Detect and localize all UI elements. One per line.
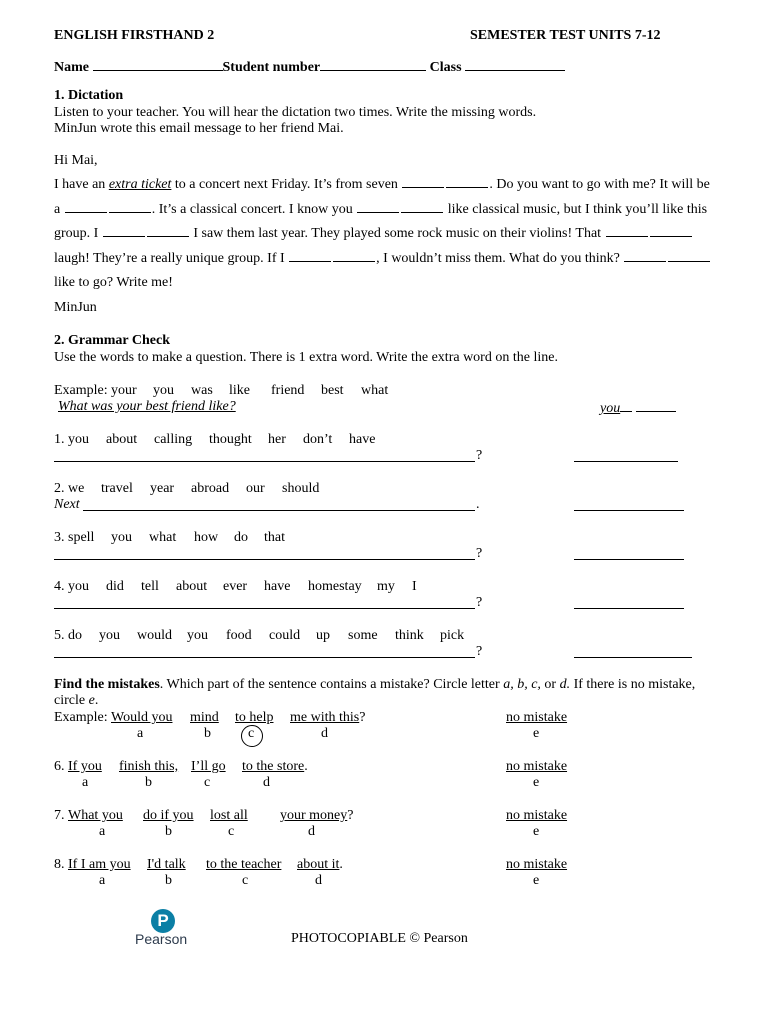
sentence-part: If I am you [68, 857, 131, 872]
answer-letter-a[interactable]: a [99, 824, 106, 839]
dictation-blank[interactable] [65, 200, 107, 213]
dictation-blank[interactable] [402, 175, 444, 188]
grammar-answer-line[interactable] [83, 510, 475, 511]
grammar-instruction: Use the words to make a question. There is 1 extra word. Write the extra word on the line. [54, 350, 558, 365]
word: was [191, 383, 213, 398]
name-label: Name [54, 60, 89, 75]
answer-letter-d[interactable]: d [308, 824, 315, 839]
grammar-answer-end: . [476, 497, 480, 512]
pearson-logo-icon: P [151, 909, 175, 933]
grammar-word: about [106, 432, 138, 447]
grammar-word: year [150, 481, 175, 496]
grammar-example-answer: What was your best friend like? [58, 399, 236, 414]
sentence-part: finish this, [119, 759, 179, 774]
grammar-word: should [282, 481, 320, 496]
grammar-word: calling [154, 432, 193, 447]
grammar-word: pick [440, 628, 465, 643]
sentence-part: mind [190, 710, 219, 725]
grammar-extra-word-line[interactable] [574, 559, 684, 560]
sentence-part: me with this [290, 710, 360, 725]
grammar-word: have [349, 432, 376, 447]
dictation-blank[interactable] [624, 249, 666, 262]
grammar-word: you [68, 432, 89, 447]
grammar-word: tell [141, 579, 159, 594]
grammar-word: ever [223, 579, 248, 594]
grammar-item-number: 3. [54, 530, 65, 545]
grammar-word: think [395, 628, 424, 643]
answer-letter-b[interactable]: b [165, 873, 172, 888]
class-label: Class [429, 60, 462, 75]
grammar-word: you [187, 628, 208, 643]
dictation-blank[interactable] [401, 200, 443, 213]
sentence-part: to the store [242, 759, 305, 774]
grammar-word: thought [209, 432, 252, 447]
no-mistake-option[interactable]: no mistake [506, 710, 568, 725]
sentence-end: ? [359, 710, 366, 725]
grammar-extra-word-line[interactable] [574, 608, 684, 609]
grammar-word: what [149, 530, 177, 545]
grammar-word: food [226, 628, 252, 643]
extra-ticket-phrase: extra ticket [108, 177, 172, 192]
grammar-answer-end: ? [476, 546, 483, 561]
name-line[interactable] [93, 58, 223, 71]
grammar-word: about [176, 579, 208, 594]
grammar-item-number: 1. [54, 432, 65, 447]
sentence-part: If you [68, 759, 102, 774]
grammar-word: you [68, 579, 89, 594]
sentence-part: about it [297, 857, 340, 872]
no-mistake-option[interactable]: no mistake [506, 857, 568, 872]
grammar-answer-prefix: Next [54, 497, 80, 512]
answer-letter-e[interactable]: e [533, 775, 540, 790]
dictation-blank[interactable] [109, 200, 151, 213]
mistake-item-number: 6. [54, 759, 65, 774]
grammar-word: don’t [303, 432, 333, 447]
answer-letter-d[interactable]: d [263, 775, 270, 790]
grammar-word: I [412, 579, 417, 594]
pearson-logo-text: Pearson [135, 931, 188, 947]
grammar-word: we [68, 481, 85, 496]
word: what [361, 383, 389, 398]
dictation-blank[interactable] [333, 249, 375, 262]
grammar-word: you [99, 628, 120, 643]
dictation-instruction: Listen to your teacher. You will hear the dictation two times. Write the missing words. [54, 105, 537, 120]
grammar-answer-end: ? [476, 595, 483, 610]
grammar-word: did [106, 579, 124, 594]
mistake-item-number: 7. [54, 808, 65, 823]
grammar-word: some [348, 628, 378, 643]
answer-letter-c[interactable]: c [228, 824, 235, 839]
answer-letter-e[interactable]: e [533, 726, 540, 741]
header-title-left: ENGLISH FIRSTHAND 2 [54, 28, 215, 43]
answer-letter-d[interactable]: d [315, 873, 322, 888]
answer-letter-a[interactable]: a [82, 775, 89, 790]
sentence-part: your money [280, 808, 348, 823]
dictation-blank[interactable] [446, 175, 488, 188]
email-greeting: Hi Mai, [54, 153, 98, 168]
answer-letter-c[interactable]: c [248, 726, 255, 741]
grammar-word: do [68, 628, 82, 643]
grammar-word: abroad [191, 481, 230, 496]
mistakes-example-label: Example: [54, 710, 108, 725]
answer-letter-a[interactable]: a [99, 873, 106, 888]
grammar-word: have [264, 579, 291, 594]
email-signoff: MinJun [54, 300, 97, 315]
word: you [153, 383, 174, 398]
student-number-line[interactable] [320, 58, 426, 71]
dictation-blank[interactable] [147, 224, 189, 237]
grammar-word: do [234, 530, 248, 545]
grammar-answer-end: ? [476, 448, 483, 463]
grammar-title: 2. Grammar Check [54, 333, 170, 348]
answer-letter-b[interactable]: b [145, 775, 152, 790]
dictation-blank[interactable] [357, 200, 399, 213]
word: best [321, 383, 344, 398]
sentence-end: . [304, 759, 308, 774]
answer-letter-a[interactable]: a [137, 726, 144, 741]
answer-circle [241, 725, 263, 747]
grammar-word: travel [101, 481, 133, 496]
grammar-item-number: 5. [54, 628, 65, 643]
word: like [229, 383, 250, 398]
grammar-word: could [269, 628, 301, 643]
mistakes-instruction: Find the mistakes. Which part of the sentence contains a mistake? Circle letter a, b, c, or d. If there is no mistake, circle e. [54, 677, 696, 708]
grammar-extra-word-line[interactable] [574, 510, 684, 511]
class-line[interactable] [465, 58, 565, 71]
sentence-part: do if you [143, 808, 194, 823]
grammar-word: spell [68, 530, 95, 545]
footer-copyright: PHOTOCOPIABLE © Pearson [291, 931, 468, 946]
dictation-blank[interactable] [606, 224, 648, 237]
grammar-word: up [316, 628, 330, 643]
grammar-answer-line[interactable] [54, 657, 475, 658]
word: friend [271, 383, 305, 398]
grammar-example-extra: you [600, 399, 676, 417]
grammar-word: homestay [308, 579, 362, 594]
no-mistake-option[interactable]: no mistake [506, 759, 568, 774]
answer-letter-c[interactable]: c [204, 775, 211, 790]
grammar-answer-end: ? [476, 644, 483, 659]
answer-letter-b[interactable]: b [204, 726, 211, 741]
sentence-part: to help [235, 710, 274, 725]
mistakes-title: Find the mistakes [54, 677, 160, 692]
email-body: I have an extra ticket to a concert next Friday. It’s from seven . Do you want to go with me? It will be a . It’s a classical concert. I know you like classical music, but I think you’ll like this group. I I saw them last year. They played some rock music on their violins! That laugh! They’re a really unique group. If I , I wouldn’t miss them. What do you think? like to go? Write me! [54, 177, 710, 290]
grammar-extra-word-line[interactable] [574, 461, 678, 462]
grammar-word: our [246, 481, 265, 496]
grammar-answer-line[interactable] [54, 608, 475, 609]
grammar-word: would [137, 628, 172, 643]
dictation-blank[interactable] [650, 224, 692, 237]
no-mistake-option[interactable]: no mistake [506, 808, 568, 823]
dictation-blank[interactable] [103, 224, 145, 237]
answer-letter-b[interactable]: b [165, 824, 172, 839]
sentence-part: I’ll go [191, 759, 226, 774]
dictation-context: MinJun wrote this email message to her friend Mai. [54, 121, 344, 136]
student-info-row [54, 58, 565, 76]
grammar-word: my [377, 579, 395, 594]
sentence-end: . [339, 857, 343, 872]
dictation-blank[interactable] [289, 249, 331, 262]
grammar-example-label: Example: [54, 383, 108, 398]
answer-letter-c[interactable]: c [242, 873, 249, 888]
sentence-end: ? [347, 808, 354, 823]
student-number-label: Student number [222, 60, 321, 75]
grammar-answer-line[interactable] [54, 559, 475, 560]
sentence-part: Would you [111, 710, 173, 725]
grammar-item-number: 2. [54, 481, 65, 496]
dictation-blank[interactable] [668, 249, 710, 262]
grammar-item-number: 4. [54, 579, 65, 594]
sentence-part: lost all [210, 808, 248, 823]
grammar-word: her [268, 432, 286, 447]
sentence-part: What you [68, 808, 123, 823]
mistake-item-number: 8. [54, 857, 65, 872]
answer-letter-d[interactable]: d [321, 726, 328, 741]
header-title-right: SEMESTER TEST UNITS 7-12 [470, 28, 661, 43]
sentence-part: to the teacher [206, 857, 282, 872]
grammar-word: that [264, 530, 285, 545]
word: your [111, 383, 137, 398]
grammar-extra-word-line[interactable] [574, 657, 692, 658]
answer-letter-e[interactable]: e [533, 824, 540, 839]
dictation-title: 1. Dictation [54, 88, 124, 103]
grammar-answer-line[interactable] [54, 461, 475, 462]
grammar-word: you [111, 530, 132, 545]
answer-letter-e[interactable]: e [533, 873, 540, 888]
sentence-part: I'd talk [147, 857, 186, 872]
grammar-word: how [194, 530, 219, 545]
